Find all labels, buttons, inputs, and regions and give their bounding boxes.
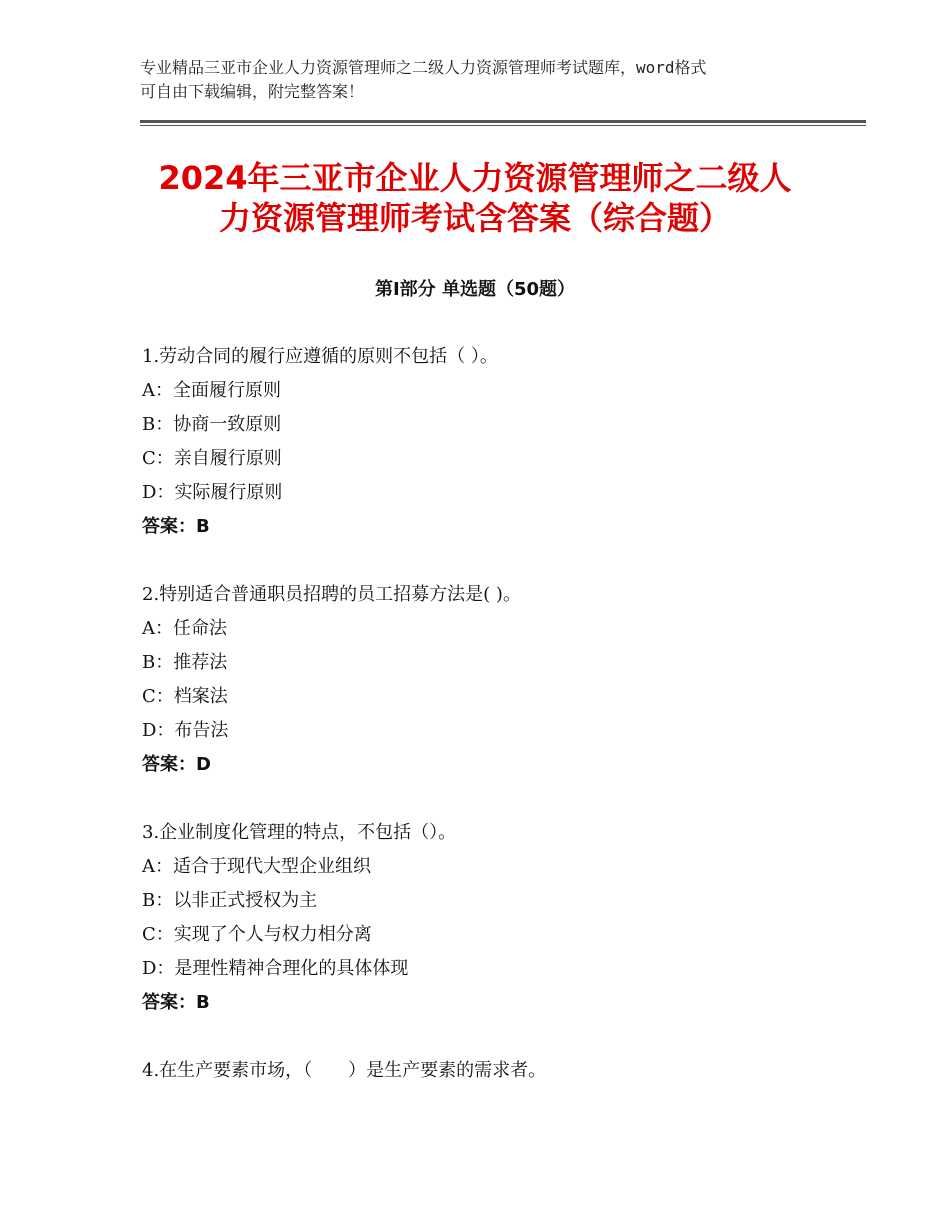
option-c: C：亲自履行原则	[142, 448, 282, 469]
document-title-line-1: 2024年三亚市企业人力资源管理师之二级人	[158, 159, 792, 197]
option-b: B：推荐法	[142, 652, 228, 673]
question-stem: 4.在生产要素市场，（ ）是生产要素的需求者。	[142, 1060, 547, 1081]
option-a: A：适合于现代大型企业组织	[142, 856, 371, 877]
option-a: A：全面履行原则	[142, 380, 281, 401]
section-heading: 第Ⅰ部分 单选题（50题）	[374, 279, 575, 300]
option-b: B：以非正式授权为主	[142, 890, 318, 911]
option-d: D：是理性精神合理化的具体体现	[142, 958, 409, 979]
question-stem: 1.劳动合同的履行应遵循的原则不包括（ ）。	[142, 346, 498, 367]
answer-line: 答案：B	[142, 516, 210, 537]
option-c: C：档案法	[142, 686, 228, 707]
document-title-line-2: 力资源管理师考试含答案（综合题）	[218, 199, 731, 237]
header-note	[140, 56, 820, 104]
question-4	[142, 1057, 842, 1091]
header-note-line-2: 可自由下载编辑，附完整答案！	[140, 82, 365, 101]
question-stem: 2.特别适合普通职员招聘的员工招募方法是( )。	[142, 584, 521, 605]
option-c: C：实现了个人与权力相分离	[142, 924, 372, 945]
document-title	[100, 158, 850, 238]
option-d: D：布告法	[142, 720, 229, 741]
question-1	[142, 343, 842, 547]
option-b: B：协商一致原则	[142, 414, 282, 435]
header-divider-thick	[140, 120, 866, 123]
answer-line: 答案：D	[142, 754, 211, 775]
header-note-line-1: 专业精品三亚市企业人力资源管理师之二级人力资源管理师考试题库，word格式	[140, 58, 707, 77]
header-divider-thin	[140, 125, 866, 126]
question-3	[142, 819, 842, 1023]
question-stem: 3.企业制度化管理的特点，不包括（）。	[142, 822, 457, 843]
question-2	[142, 581, 842, 785]
question-list	[142, 343, 842, 1125]
answer-line: 答案：B	[142, 992, 210, 1013]
option-d: D：实际履行原则	[142, 482, 283, 503]
option-a: A：任命法	[142, 618, 227, 639]
